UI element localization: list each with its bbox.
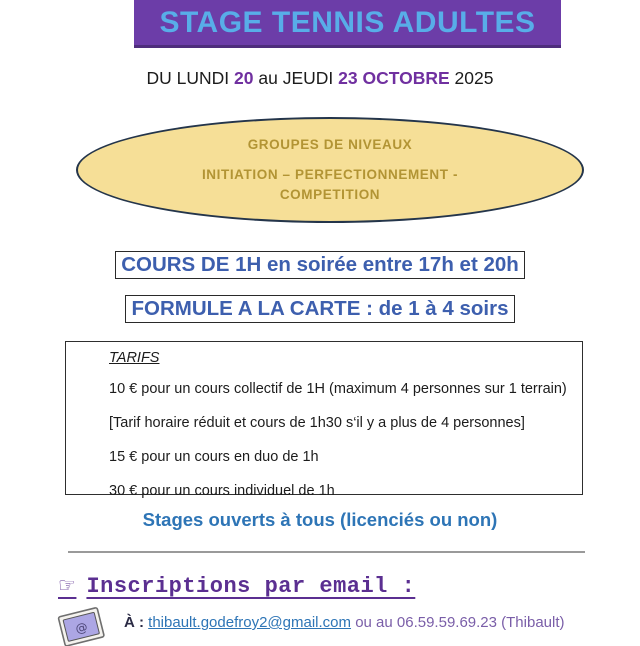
- course-time-box: [0, 251, 640, 279]
- date-prefix: DU LUNDI: [146, 68, 230, 88]
- contact-text: [124, 614, 565, 631]
- open-to-all-note: Stages ouverts à tous (licenciés ou non): [142, 509, 498, 530]
- title-banner: [134, 0, 561, 48]
- email-link[interactable]: thibault.godefroy2@gmail.com: [148, 614, 352, 631]
- svg-text:@: @: [73, 619, 90, 637]
- tarif-item: 10 € pour un cours collectif de 1H (maximum 4 personnes sur 1 terrain): [109, 381, 567, 397]
- levels-line-3: COMPETITION: [279, 187, 381, 202]
- date-end: 23 OCTOBRE: [338, 68, 450, 88]
- laptop-email-icon: [52, 606, 110, 646]
- levels-line-2: INITIATION – PERFECTIONNEMENT -: [201, 167, 459, 182]
- tarif-item: 15 € pour un cours en duo de 1h: [109, 449, 319, 465]
- date-start-day: 20: [234, 68, 254, 88]
- inscriptions-heading-text: Inscriptions par email :: [86, 574, 416, 599]
- page-title: STAGE TENNIS ADULTES: [159, 5, 536, 39]
- formule-text: FORMULE A LA CARTE : de 1 à 4 soirs: [125, 295, 514, 323]
- tarif-item: [Tarif horaire réduit et cours de 1h30 s‘il y a plus de 4 personnes]: [109, 415, 525, 431]
- to-label: À :: [124, 614, 144, 631]
- tarifs-box: [65, 341, 583, 499]
- tarifs-heading: TARIFS: [109, 350, 160, 366]
- phone-text: ou au 06.59.59.69.23 (Thibault): [355, 614, 565, 631]
- formule-box: [0, 295, 640, 323]
- levels-ellipse: [76, 117, 584, 223]
- date-middle: au JEUDI: [258, 68, 334, 88]
- contact-row: [52, 604, 612, 640]
- tarif-item: 30 € pour un cours individuel de 1h: [109, 483, 335, 499]
- date-line: [0, 68, 640, 89]
- pointing-finger-icon: ☞: [58, 573, 77, 597]
- section-divider: [68, 551, 585, 553]
- inscriptions-heading: [58, 573, 415, 599]
- course-time-text: COURS DE 1H en soirée entre 17h et 20h: [115, 251, 525, 279]
- levels-line-1: GROUPES DE NIVEAUX: [247, 137, 413, 152]
- date-year: 2025: [454, 68, 494, 88]
